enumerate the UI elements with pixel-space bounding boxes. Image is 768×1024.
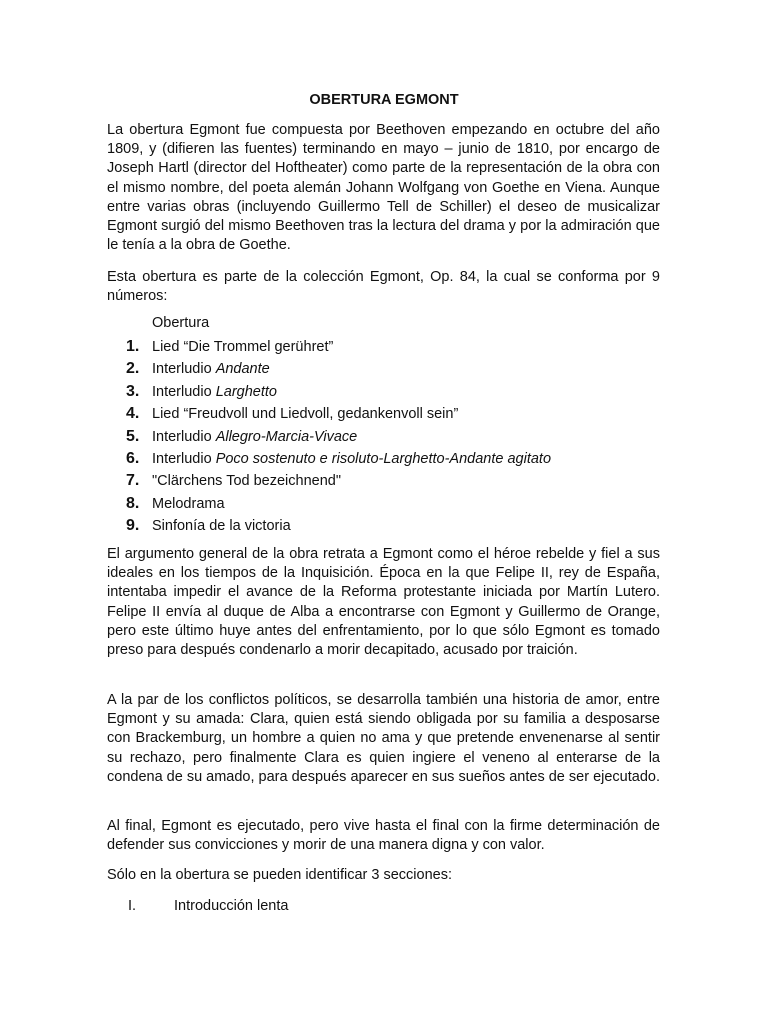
roman-numeral: I. (128, 898, 137, 914)
list-item (126, 493, 551, 515)
paragraph-love-story: A la par de los conflictos políticos, se desarrolla también una historia de amor, entre Egmont y su amada: Clara, quien está siendo obligada por su familia a desposarse con Brackemburg, un hombre a quien no ama y que pretende envenenarse al sentir su rechazo, pero finalmente Clara es quien ingiere el veneno al enterarse de la condena de su amado, para después aparecer en sus sueños antes de ser ejecutado. (107, 692, 660, 785)
list-item (126, 381, 551, 403)
list-item-number: 5. (126, 427, 140, 445)
list-item-tempo: Allegro-Marcia-Vivace (215, 428, 358, 445)
list-item-number: 9. (126, 517, 140, 535)
list-item-tempo: Larghetto (215, 383, 277, 400)
list-item (126, 336, 551, 358)
paragraph-ending: Al final, Egmont es ejecutado, pero vive hasta el final con la firme determinación de defender sus convicciones y morir de una manera digna y con valor. (107, 818, 660, 854)
list-item-text: Interludio (152, 428, 216, 445)
list-item (126, 403, 551, 425)
list-item (126, 470, 551, 492)
list-item-number: 7. (126, 472, 140, 490)
list-item-number: 8. (126, 494, 140, 512)
list-item (126, 426, 551, 448)
list-item-text: Interludio (152, 383, 216, 400)
list-item-text: Lied “Freudvoll und Liedvoll, gedankenvoll sein” (152, 406, 459, 423)
list-item-number: 2. (126, 360, 140, 378)
list-header: Obertura (152, 315, 210, 331)
paragraph-sections: Sólo en la obertura se pueden identificar 3 secciones: (107, 867, 452, 883)
list-item-text: Interludio (152, 450, 216, 467)
paragraph-plot: El argumento general de la obra retrata a Egmont como el héroe rebelde y fiel a sus ideales en los tiempos de la Inquisición. Época en la que Felipe II, rey de España, intentaba impedir el avance de la Reforma protestante iniciada por Martín Lutero. Felipe II envía al duque de Alba a encontrarse con Egmont y Guillermo de Orange, pero este último huye antes del enfrentamiento, por lo que sólo Egmont es tomado preso para después condenarlo a morir decapitado, acusado por traición. (107, 546, 660, 659)
list-item-number: 6. (126, 449, 140, 467)
numbers-list (126, 336, 551, 538)
list-item-number: 3. (126, 382, 140, 400)
list-item-text: Melodrama (152, 495, 225, 512)
list-item (126, 358, 551, 380)
list-item-text: "Clärchens Tod bezeichnend" (152, 473, 341, 490)
list-item (126, 448, 551, 470)
document-title: OBERTURA EGMONT (309, 92, 459, 108)
roman-item-text: Introducción lenta (174, 898, 289, 914)
list-item-tempo: Andante (215, 361, 270, 378)
list-item-number: 4. (126, 405, 140, 423)
list-item-text: Interludio (152, 361, 216, 378)
list-item-text: Sinfonía de la victoria (152, 518, 291, 535)
list-item-number: 1. (126, 338, 140, 355)
roman-list-item (128, 896, 288, 916)
list-item-text: Lied “Die Trommel gerühret” (152, 339, 334, 355)
list-item (126, 515, 551, 537)
list-item-tempo: Poco sostenuto e risoluto-Larghetto-Andante agitato (215, 450, 552, 467)
paragraph-intro: La obertura Egmont fue compuesta por Beethoven empezando en octubre del año 1809, y (difieren las fuentes) terminando en mayo – junio de 1810, por encargo de Joseph Hartl (director del Hoftheater) como parte de la representación de la obra con el mismo nombre, del poeta alemán Johann Wolfgang von Goethe en Viena. Aunque entre varias obras (incluyendo Guillermo Tell de Schiller) el deseo de musicalizar Egmont surgió del mismo Beethoven tras la lectura del drama y por la admiración que le tenía a la obra de Goethe. (107, 122, 660, 254)
paragraph-collection: Esta obertura es parte de la colección Egmont, Op. 84, la cual se conforma por 9 números: (107, 269, 660, 305)
